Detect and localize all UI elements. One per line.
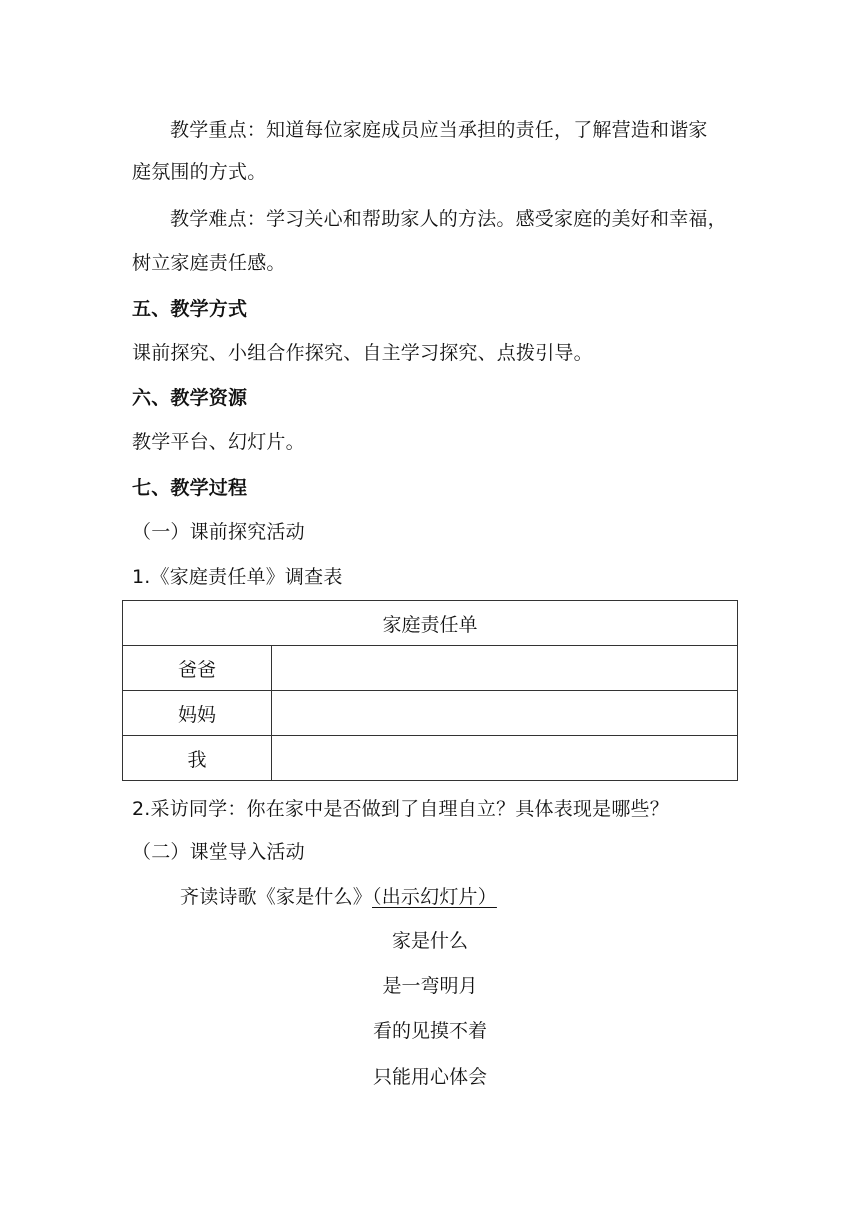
item-1-title: 1.《家庭责任单》调查表 [132,566,343,588]
difficulty-line-1: 教学难点：学习关心和帮助家人的方法。感受家庭的美好和幸福， [170,208,727,230]
table-row [123,691,738,736]
table-row [123,646,738,691]
table-row-value [272,691,738,736]
reading-text: 齐读诗歌《家是什么》 [180,886,373,908]
table-row-label: 我 [123,736,272,781]
section-5-title: 五、教学方式 [132,298,248,320]
key-point-line-2: 庭氛围的方式。 [132,161,267,183]
table-header-row [123,601,738,646]
poem-line: 只能用心体会 [372,1066,487,1088]
poem-line: 是一弯明月 [382,975,478,997]
subsection-2-title: （二）课堂导入活动 [132,841,305,863]
section-6-title: 六、教学资源 [132,387,248,409]
poem-line: 看的见摸不着 [372,1020,487,1042]
reading-note: （出示幻灯片） [372,886,497,908]
section-5-body: 课前探究、小组合作探究、自主学习探究、点拨引导。 [132,342,593,364]
item-2-text: 2.采访同学：你在家中是否做到了自理自立？具体表现是哪些？ [132,798,669,820]
table-row-label: 爸爸 [123,646,272,691]
key-point-line-1: 教学重点：知道每位家庭成员应当承担的责任，了解营造和谐家 [170,119,708,141]
table-row-value [272,646,738,691]
table-row [123,736,738,781]
table-title: 家庭责任单 [123,601,738,646]
poem-line: 家是什么 [391,930,468,952]
table-row-label: 妈妈 [123,691,272,736]
difficulty-line-2: 树立家庭责任感。 [132,252,286,274]
responsibility-table [122,600,738,781]
section-7-title: 七、教学过程 [132,477,248,499]
section-6-body: 教学平台、幻灯片。 [132,431,305,453]
table-row-value [272,736,738,781]
subsection-1-title: （一）课前探究活动 [132,521,305,543]
reading-instruction [180,885,786,909]
